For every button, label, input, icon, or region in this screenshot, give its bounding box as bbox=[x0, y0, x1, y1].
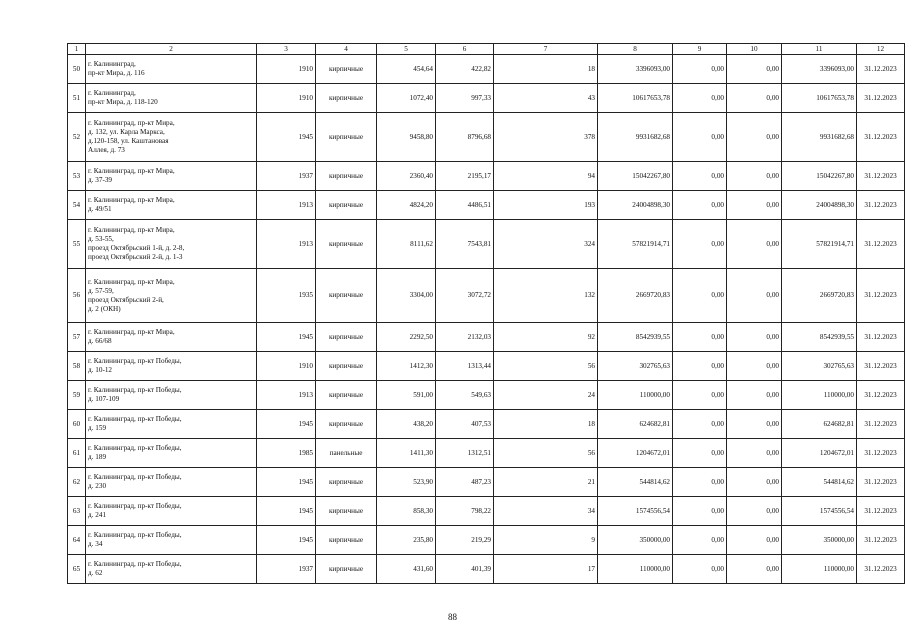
fund-cell: 0,00 bbox=[673, 113, 727, 162]
material-cell: кирпичные bbox=[316, 352, 377, 381]
fund-cell: 0,00 bbox=[727, 269, 782, 323]
row-number: 65 bbox=[68, 555, 86, 584]
residents-cell: 43 bbox=[494, 84, 598, 113]
material-cell: кирпичные bbox=[316, 269, 377, 323]
table-row bbox=[68, 220, 905, 269]
year-cell: 1945 bbox=[257, 497, 316, 526]
address-cell: г. Калининград, пр-кт Победы, д. 10-12 bbox=[86, 352, 257, 381]
year-cell: 1913 bbox=[257, 191, 316, 220]
year-cell: 1945 bbox=[257, 468, 316, 497]
total-cell: 624682,81 bbox=[782, 410, 857, 439]
row-number: 55 bbox=[68, 220, 86, 269]
residents-cell: 378 bbox=[494, 113, 598, 162]
year-cell: 1945 bbox=[257, 113, 316, 162]
address-cell: г. Калининград, пр-кт Победы, д. 34 bbox=[86, 526, 257, 555]
fund-cell: 0,00 bbox=[673, 352, 727, 381]
material-cell: кирпичные bbox=[316, 323, 377, 352]
area-total-cell: 9458,80 bbox=[377, 113, 436, 162]
header-cell: 9 bbox=[673, 44, 727, 55]
date-cell: 31.12.2023 bbox=[857, 55, 905, 84]
fund-cell: 0,00 bbox=[727, 410, 782, 439]
cost-cell: 110000,00 bbox=[598, 555, 673, 584]
fund-cell: 0,00 bbox=[673, 191, 727, 220]
year-cell: 1945 bbox=[257, 323, 316, 352]
header-cell: 8 bbox=[598, 44, 673, 55]
material-cell: кирпичные bbox=[316, 410, 377, 439]
cost-cell: 10617653,78 bbox=[598, 84, 673, 113]
header-cell: 2 bbox=[86, 44, 257, 55]
area-living-cell: 997,33 bbox=[436, 84, 494, 113]
header-cell: 7 bbox=[494, 44, 598, 55]
residents-cell: 34 bbox=[494, 497, 598, 526]
year-cell: 1985 bbox=[257, 439, 316, 468]
address-cell: г. Калининград, пр-кт Победы, д. 159 bbox=[86, 410, 257, 439]
address-cell: г. Калининград, пр-кт Мира, д. 53-55, проезд Октябрьский 1-й, д. 2-8, проезд Октябрьский 2-й, д. 1-3 bbox=[86, 220, 257, 269]
area-total-cell: 3304,00 bbox=[377, 269, 436, 323]
material-cell: кирпичные bbox=[316, 220, 377, 269]
fund-cell: 0,00 bbox=[727, 352, 782, 381]
year-cell: 1935 bbox=[257, 269, 316, 323]
date-cell: 31.12.2023 bbox=[857, 323, 905, 352]
fund-cell: 0,00 bbox=[727, 220, 782, 269]
residents-cell: 94 bbox=[494, 162, 598, 191]
fund-cell: 0,00 bbox=[673, 410, 727, 439]
area-total-cell: 1072,40 bbox=[377, 84, 436, 113]
table-row bbox=[68, 439, 905, 468]
header-cell: 12 bbox=[857, 44, 905, 55]
fund-cell: 0,00 bbox=[673, 269, 727, 323]
fund-cell: 0,00 bbox=[727, 526, 782, 555]
address-cell: г. Калининград, пр-кт Мира, д. 66/68 bbox=[86, 323, 257, 352]
area-total-cell: 431,60 bbox=[377, 555, 436, 584]
total-cell: 15042267,80 bbox=[782, 162, 857, 191]
row-number: 62 bbox=[68, 468, 86, 497]
date-cell: 31.12.2023 bbox=[857, 113, 905, 162]
area-living-cell: 1313,44 bbox=[436, 352, 494, 381]
table-row bbox=[68, 497, 905, 526]
material-cell: кирпичные bbox=[316, 468, 377, 497]
fund-cell: 0,00 bbox=[673, 323, 727, 352]
date-cell: 31.12.2023 bbox=[857, 555, 905, 584]
table-row bbox=[68, 162, 905, 191]
fund-cell: 0,00 bbox=[727, 55, 782, 84]
area-total-cell: 523,90 bbox=[377, 468, 436, 497]
cost-cell: 8542939,55 bbox=[598, 323, 673, 352]
header-cell: 1 bbox=[68, 44, 86, 55]
cost-cell: 350000,00 bbox=[598, 526, 673, 555]
address-cell: г. Калининград, пр-кт Мира, д. 116 bbox=[86, 55, 257, 84]
year-cell: 1913 bbox=[257, 220, 316, 269]
fund-cell: 0,00 bbox=[673, 162, 727, 191]
row-number: 53 bbox=[68, 162, 86, 191]
date-cell: 31.12.2023 bbox=[857, 410, 905, 439]
total-cell: 110000,00 bbox=[782, 381, 857, 410]
table-row bbox=[68, 113, 905, 162]
material-cell: кирпичные bbox=[316, 191, 377, 220]
area-total-cell: 4824,20 bbox=[377, 191, 436, 220]
fund-cell: 0,00 bbox=[673, 439, 727, 468]
residents-cell: 9 bbox=[494, 526, 598, 555]
row-number: 64 bbox=[68, 526, 86, 555]
header-cell: 3 bbox=[257, 44, 316, 55]
area-total-cell: 454,64 bbox=[377, 55, 436, 84]
year-cell: 1945 bbox=[257, 526, 316, 555]
address-cell: г. Калининград, пр-кт Мира, д. 118-120 bbox=[86, 84, 257, 113]
material-cell: кирпичные bbox=[316, 55, 377, 84]
area-total-cell: 2360,40 bbox=[377, 162, 436, 191]
address-cell: г. Калининград, пр-кт Победы, д. 241 bbox=[86, 497, 257, 526]
material-cell: кирпичные bbox=[316, 113, 377, 162]
row-number: 56 bbox=[68, 269, 86, 323]
fund-cell: 0,00 bbox=[727, 439, 782, 468]
header-cell: 10 bbox=[727, 44, 782, 55]
year-cell: 1945 bbox=[257, 410, 316, 439]
area-living-cell: 7543,81 bbox=[436, 220, 494, 269]
cost-cell: 2669720,83 bbox=[598, 269, 673, 323]
address-cell: г. Калининград, пр-кт Победы, д. 62 bbox=[86, 555, 257, 584]
year-cell: 1910 bbox=[257, 55, 316, 84]
area-living-cell: 2132,03 bbox=[436, 323, 494, 352]
header-cell: 11 bbox=[782, 44, 857, 55]
row-number: 57 bbox=[68, 323, 86, 352]
fund-cell: 0,00 bbox=[727, 113, 782, 162]
residents-cell: 193 bbox=[494, 191, 598, 220]
row-number: 63 bbox=[68, 497, 86, 526]
address-cell: г. Калининград, пр-кт Мира, д. 132, ул. Карла Маркса, д.120-158, ул. Каштановая Аллея, д. 73 bbox=[86, 113, 257, 162]
fund-cell: 0,00 bbox=[673, 381, 727, 410]
total-cell: 9931682,68 bbox=[782, 113, 857, 162]
table-row bbox=[68, 55, 905, 84]
area-total-cell: 2292,50 bbox=[377, 323, 436, 352]
address-cell: г. Калининград, пр-кт Победы, д. 107-109 bbox=[86, 381, 257, 410]
cost-cell: 1204672,01 bbox=[598, 439, 673, 468]
header-cell: 6 bbox=[436, 44, 494, 55]
table-row bbox=[68, 410, 905, 439]
date-cell: 31.12.2023 bbox=[857, 191, 905, 220]
total-cell: 350000,00 bbox=[782, 526, 857, 555]
address-cell: г. Калининград, пр-кт Мира, д. 57-59, проезд Октябрьский 2-й, д. 2 (ОКН) bbox=[86, 269, 257, 323]
cost-cell: 3396093,00 bbox=[598, 55, 673, 84]
area-living-cell: 549,63 bbox=[436, 381, 494, 410]
table-row bbox=[68, 555, 905, 584]
fund-cell: 0,00 bbox=[673, 555, 727, 584]
area-living-cell: 487,23 bbox=[436, 468, 494, 497]
area-living-cell: 798,22 bbox=[436, 497, 494, 526]
fund-cell: 0,00 bbox=[727, 84, 782, 113]
material-cell: кирпичные bbox=[316, 162, 377, 191]
area-living-cell: 219,29 bbox=[436, 526, 494, 555]
table-row bbox=[68, 352, 905, 381]
total-cell: 24004898,30 bbox=[782, 191, 857, 220]
page-number: 88 bbox=[448, 612, 457, 622]
date-cell: 31.12.2023 bbox=[857, 220, 905, 269]
table-row bbox=[68, 84, 905, 113]
residents-cell: 132 bbox=[494, 269, 598, 323]
address-cell: г. Калининград, пр-кт Победы, д. 230 bbox=[86, 468, 257, 497]
fund-cell: 0,00 bbox=[727, 381, 782, 410]
row-number: 50 bbox=[68, 55, 86, 84]
fund-cell: 0,00 bbox=[727, 323, 782, 352]
address-cell: г. Калининград, пр-кт Мира, д. 37-39 bbox=[86, 162, 257, 191]
area-total-cell: 1412,30 bbox=[377, 352, 436, 381]
area-living-cell: 8796,68 bbox=[436, 113, 494, 162]
fund-cell: 0,00 bbox=[673, 84, 727, 113]
cost-cell: 24004898,30 bbox=[598, 191, 673, 220]
total-cell: 3396093,00 bbox=[782, 55, 857, 84]
header-cell: 5 bbox=[377, 44, 436, 55]
cost-cell: 544814,62 bbox=[598, 468, 673, 497]
year-cell: 1910 bbox=[257, 352, 316, 381]
total-cell: 8542939,55 bbox=[782, 323, 857, 352]
area-total-cell: 1411,30 bbox=[377, 439, 436, 468]
total-cell: 57821914,71 bbox=[782, 220, 857, 269]
year-cell: 1913 bbox=[257, 381, 316, 410]
date-cell: 31.12.2023 bbox=[857, 381, 905, 410]
fund-cell: 0,00 bbox=[727, 191, 782, 220]
cost-cell: 1574556,54 bbox=[598, 497, 673, 526]
residents-cell: 56 bbox=[494, 439, 598, 468]
residents-cell: 24 bbox=[494, 381, 598, 410]
area-living-cell: 2195,17 bbox=[436, 162, 494, 191]
date-cell: 31.12.2023 bbox=[857, 468, 905, 497]
header-cell: 4 bbox=[316, 44, 377, 55]
year-cell: 1910 bbox=[257, 84, 316, 113]
total-cell: 1204672,01 bbox=[782, 439, 857, 468]
date-cell: 31.12.2023 bbox=[857, 526, 905, 555]
area-total-cell: 235,80 bbox=[377, 526, 436, 555]
row-number: 51 bbox=[68, 84, 86, 113]
material-cell: кирпичные bbox=[316, 84, 377, 113]
fund-cell: 0,00 bbox=[673, 468, 727, 497]
fund-cell: 0,00 bbox=[673, 526, 727, 555]
area-living-cell: 3072,72 bbox=[436, 269, 494, 323]
material-cell: кирпичные bbox=[316, 555, 377, 584]
date-cell: 31.12.2023 bbox=[857, 162, 905, 191]
area-total-cell: 858,30 bbox=[377, 497, 436, 526]
area-total-cell: 8111,62 bbox=[377, 220, 436, 269]
table-row bbox=[68, 381, 905, 410]
table-row bbox=[68, 191, 905, 220]
register-table bbox=[67, 43, 905, 584]
fund-cell: 0,00 bbox=[673, 220, 727, 269]
area-living-cell: 1312,51 bbox=[436, 439, 494, 468]
cost-cell: 302765,63 bbox=[598, 352, 673, 381]
row-number: 52 bbox=[68, 113, 86, 162]
residents-cell: 21 bbox=[494, 468, 598, 497]
total-cell: 544814,62 bbox=[782, 468, 857, 497]
cost-cell: 15042267,80 bbox=[598, 162, 673, 191]
area-living-cell: 4486,51 bbox=[436, 191, 494, 220]
cost-cell: 110000,00 bbox=[598, 381, 673, 410]
area-living-cell: 407,53 bbox=[436, 410, 494, 439]
date-cell: 31.12.2023 bbox=[857, 352, 905, 381]
table-row bbox=[68, 468, 905, 497]
fund-cell: 0,00 bbox=[727, 555, 782, 584]
material-cell: панельные bbox=[316, 439, 377, 468]
table-row bbox=[68, 323, 905, 352]
residents-cell: 18 bbox=[494, 55, 598, 84]
table-row bbox=[68, 526, 905, 555]
date-cell: 31.12.2023 bbox=[857, 439, 905, 468]
date-cell: 31.12.2023 bbox=[857, 497, 905, 526]
total-cell: 302765,63 bbox=[782, 352, 857, 381]
residents-cell: 18 bbox=[494, 410, 598, 439]
fund-cell: 0,00 bbox=[673, 55, 727, 84]
residents-cell: 17 bbox=[494, 555, 598, 584]
cost-cell: 9931682,68 bbox=[598, 113, 673, 162]
residents-cell: 56 bbox=[494, 352, 598, 381]
row-number: 59 bbox=[68, 381, 86, 410]
total-cell: 110000,00 bbox=[782, 555, 857, 584]
material-cell: кирпичные bbox=[316, 526, 377, 555]
total-cell: 2669720,83 bbox=[782, 269, 857, 323]
area-total-cell: 438,20 bbox=[377, 410, 436, 439]
row-number: 60 bbox=[68, 410, 86, 439]
date-cell: 31.12.2023 bbox=[857, 269, 905, 323]
address-cell: г. Калининград, пр-кт Победы, д. 189 bbox=[86, 439, 257, 468]
cost-cell: 624682,81 bbox=[598, 410, 673, 439]
area-total-cell: 591,00 bbox=[377, 381, 436, 410]
table-row bbox=[68, 269, 905, 323]
row-number: 54 bbox=[68, 191, 86, 220]
year-cell: 1937 bbox=[257, 162, 316, 191]
address-cell: г. Калининград, пр-кт Мира, д. 49/51 bbox=[86, 191, 257, 220]
fund-cell: 0,00 bbox=[727, 497, 782, 526]
fund-cell: 0,00 bbox=[673, 497, 727, 526]
row-number: 58 bbox=[68, 352, 86, 381]
total-cell: 10617653,78 bbox=[782, 84, 857, 113]
row-number: 61 bbox=[68, 439, 86, 468]
material-cell: кирпичные bbox=[316, 497, 377, 526]
cost-cell: 57821914,71 bbox=[598, 220, 673, 269]
year-cell: 1937 bbox=[257, 555, 316, 584]
area-living-cell: 401,39 bbox=[436, 555, 494, 584]
fund-cell: 0,00 bbox=[727, 162, 782, 191]
date-cell: 31.12.2023 bbox=[857, 84, 905, 113]
area-living-cell: 422,82 bbox=[436, 55, 494, 84]
residents-cell: 92 bbox=[494, 323, 598, 352]
total-cell: 1574556,54 bbox=[782, 497, 857, 526]
material-cell: кирпичные bbox=[316, 381, 377, 410]
header-row bbox=[68, 44, 905, 55]
fund-cell: 0,00 bbox=[727, 468, 782, 497]
residents-cell: 324 bbox=[494, 220, 598, 269]
